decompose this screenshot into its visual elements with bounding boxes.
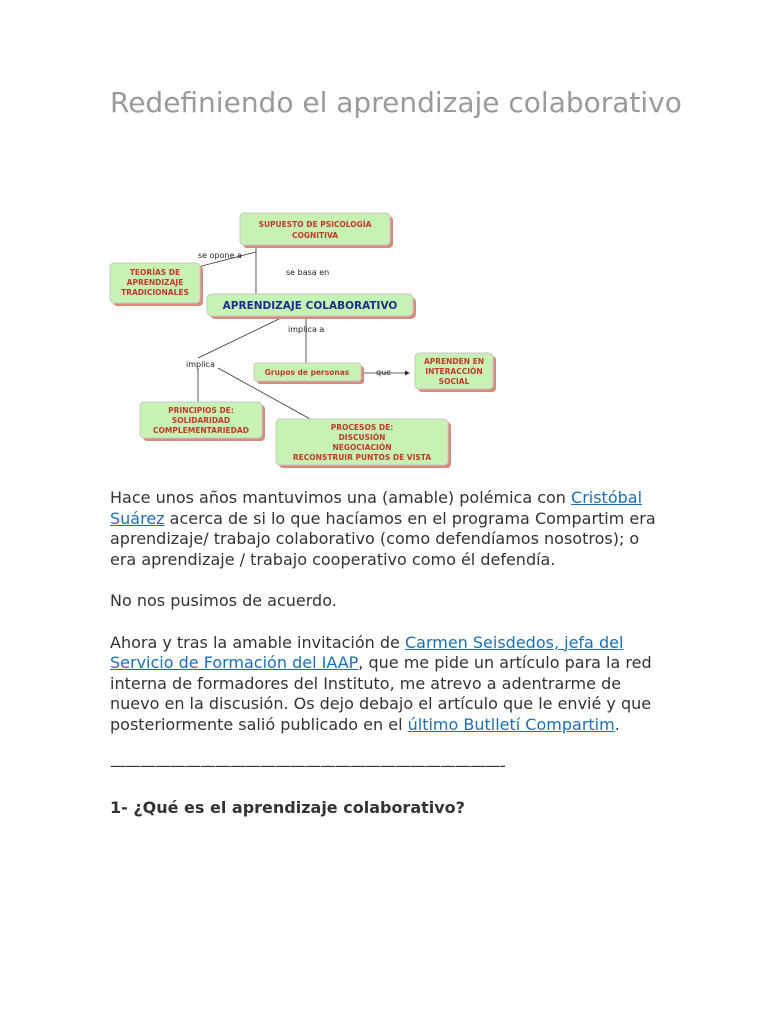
node-teorias	[110, 263, 203, 306]
node-teorias-line2: APRENDIZAJE	[126, 278, 184, 287]
paragraph-1-text-a: Hace unos años mantuvimos una (amable) polémica con	[110, 488, 572, 507]
node-procesos	[276, 419, 451, 468]
label-que: que	[376, 368, 392, 377]
link-butlleti-compartim[interactable]: último Butlletí Compartim	[407, 714, 615, 734]
node-procesos-line3: NEGOCIACIÓN	[332, 443, 392, 452]
node-supuesto-line1: SUPUESTO DE PSICOLOGÍA	[258, 220, 372, 229]
paragraph-1	[110, 488, 670, 570]
edge-implica	[198, 318, 281, 358]
section-heading: 1- ¿Qué es el aprendizaje colaborativo?	[110, 797, 465, 817]
node-aprenden-line1: APRENDEN EN	[423, 357, 485, 366]
node-procesos-line4: RECONSTRUIR PUNTOS DE VISTA	[292, 453, 432, 462]
concept-map-svg	[106, 208, 506, 472]
node-procesos-line1: PROCESOS DE:	[330, 423, 394, 432]
node-supuesto	[240, 213, 393, 248]
paragraph-3-text-b: , que me pide un artículo para la red interna de formadores del Instituto, me atrevo a adentrarme de nuevo en la discusión. Os dejo debajo el artículo que le envié y que posteriormente salió publicado en el	[110, 653, 652, 734]
label-implica: implica	[186, 360, 215, 369]
node-procesos-line2: DISCUSIÓN	[338, 433, 386, 442]
label-se-opone: se opone a	[198, 251, 242, 260]
link-carmen-seisdedos[interactable]: Carmen Seisdedos, jefa del Servicio de Formación del IAAP	[110, 632, 624, 672]
page-title: Redefiniendo el aprendizaje colaborativo	[110, 86, 682, 119]
node-central	[207, 294, 416, 319]
node-aprenden	[415, 353, 496, 392]
node-principios-line2: SOLIDARIDAD	[171, 416, 231, 425]
node-principios	[140, 402, 265, 441]
node-teorias-line1: TEORÍAS DE	[129, 268, 181, 277]
paragraph-3-text-c: .	[614, 714, 620, 734]
paragraph-2: No nos pusimos de acuerdo.	[110, 591, 337, 610]
label-implica-a: implica a	[288, 325, 325, 334]
node-central-label: APRENDIZAJE COLABORATIVO	[222, 300, 398, 312]
concept-map	[106, 208, 506, 472]
node-principios-line1: PRINCIPIOS DE:	[168, 406, 234, 415]
node-principios-line3: COMPLEMENTARIEDAD	[153, 426, 249, 435]
label-se-basa: se basa en	[286, 268, 330, 277]
node-grupos-label: Grupos de personas	[264, 368, 350, 377]
separator-line: ——————————————————————————-	[110, 756, 505, 775]
node-grupos	[254, 363, 364, 384]
paragraph-1-text-b: acerca de si lo que hacíamos en el programa Compartim era aprendizaje/ trabajo colaborativo (como defendíamos nosotros); o era aprendizaje / trabajo cooperativo como él defendía.	[110, 508, 656, 569]
article-body	[110, 488, 670, 839]
node-aprenden-line2: INTERACCIÓN	[425, 367, 483, 376]
paragraph-3	[110, 633, 670, 736]
node-aprenden-line3: SOCIAL	[438, 377, 470, 386]
paragraph-3-text-a: Ahora y tras la amable invitación de	[110, 632, 405, 652]
node-teorias-line3: TRADICIONALES	[121, 288, 189, 297]
node-supuesto-line2: COGNITIVA	[291, 231, 339, 240]
link-cristobal-suarez[interactable]: Cristóbal Suárez	[110, 488, 643, 528]
